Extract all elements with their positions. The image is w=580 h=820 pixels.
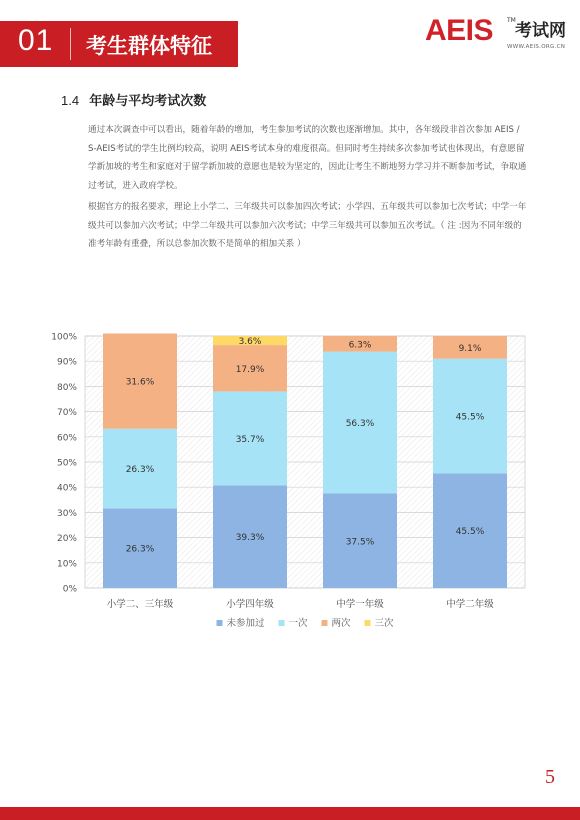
header-divider <box>70 28 71 60</box>
y-tick-label: 30% <box>56 508 77 519</box>
data-label: 45.5% <box>455 412 485 423</box>
logo-trademark: TM <box>507 17 516 24</box>
x-category-label: 中学二年级 <box>446 599 494 610</box>
paragraph-requirements: 根据官方的报名要求，理论上小学二、三年级共可以参加四次考试；小学四、五年级共可以参加七次考试；中学一年级共可以参加六次考试；中学二年级共可以参加六次考试；中学三年级共可以参加五次考试。（ 注 :因为不同年级的准考年龄有重叠，所以总参加次数不是简单的相加关系 ） <box>88 202 527 249</box>
logo-chinese: 考试网 <box>515 21 566 41</box>
y-tick-label: 0% <box>62 584 77 595</box>
y-tick-label: 20% <box>56 534 77 545</box>
data-label: 35.7% <box>235 434 265 445</box>
data-label: 37.5% <box>345 537 375 548</box>
y-tick-label: 70% <box>56 408 77 419</box>
section-title: 年龄与平均考试次数 <box>89 94 207 109</box>
x-category-label: 小学二、三年级 <box>106 599 174 610</box>
data-label: 9.1% <box>458 343 482 354</box>
x-category-label: 中学一年级 <box>336 599 384 610</box>
data-label: 31.6% <box>125 377 155 388</box>
data-label: 39.3% <box>235 533 265 544</box>
legend-swatch <box>322 620 328 626</box>
logo-mark: AEIS <box>425 14 494 47</box>
data-label: 45.5% <box>455 527 485 538</box>
legend-swatch <box>365 620 371 626</box>
data-label: 6.3% <box>348 340 372 351</box>
x-category-label: 小学四年级 <box>226 599 274 610</box>
data-label: 26.3% <box>125 465 155 476</box>
legend-swatch <box>217 620 223 626</box>
logo-url: WWW.AEIS.ORG.CN <box>507 44 566 50</box>
legend-label: 未参加过 <box>226 618 265 629</box>
section-heading <box>61 90 206 109</box>
y-tick-label: 80% <box>56 382 77 393</box>
paragraph-survey: 通过本次调查中可以看出，随着年龄的增加，考生参加考试的次数也逐渐增加。其中，各年级段非首次参加 AEIS / S-AEIS考试的学生比例均较高，说明 AEIS考试本身的难度很高。但同时考生持续多次参加考试也体现出，有意愿留学新加坡的考生和家庭对于留学新加坡的意愿也是较为坚定的，因此让考生不断地努力学习并不断参加考试，争取通过考试，进入政府学校。 <box>88 125 527 191</box>
legend-label: 一次 <box>288 618 308 629</box>
stacked-bar-chart <box>40 322 540 642</box>
data-label: 56.3% <box>345 419 375 430</box>
footer-band <box>0 807 580 820</box>
chapter-number: 01 <box>18 24 54 57</box>
y-tick-label: 50% <box>56 458 77 469</box>
section-number: 1.4 <box>61 93 80 108</box>
aeis-logo <box>425 14 570 50</box>
legend-label: 三次 <box>374 618 394 629</box>
page-number: 5 <box>545 766 555 788</box>
y-tick-label: 100% <box>51 332 77 343</box>
legend-label: 两次 <box>331 618 351 629</box>
y-tick-label: 60% <box>56 433 77 444</box>
data-label: 17.9% <box>235 364 265 375</box>
y-tick-label: 90% <box>56 357 77 368</box>
data-label: 26.3% <box>125 544 155 555</box>
data-label: 3.6% <box>238 337 262 348</box>
y-tick-label: 40% <box>56 483 77 494</box>
chapter-title: 考生群体特征 <box>86 34 212 58</box>
y-tick-label: 10% <box>56 559 77 570</box>
legend-swatch <box>279 620 285 626</box>
